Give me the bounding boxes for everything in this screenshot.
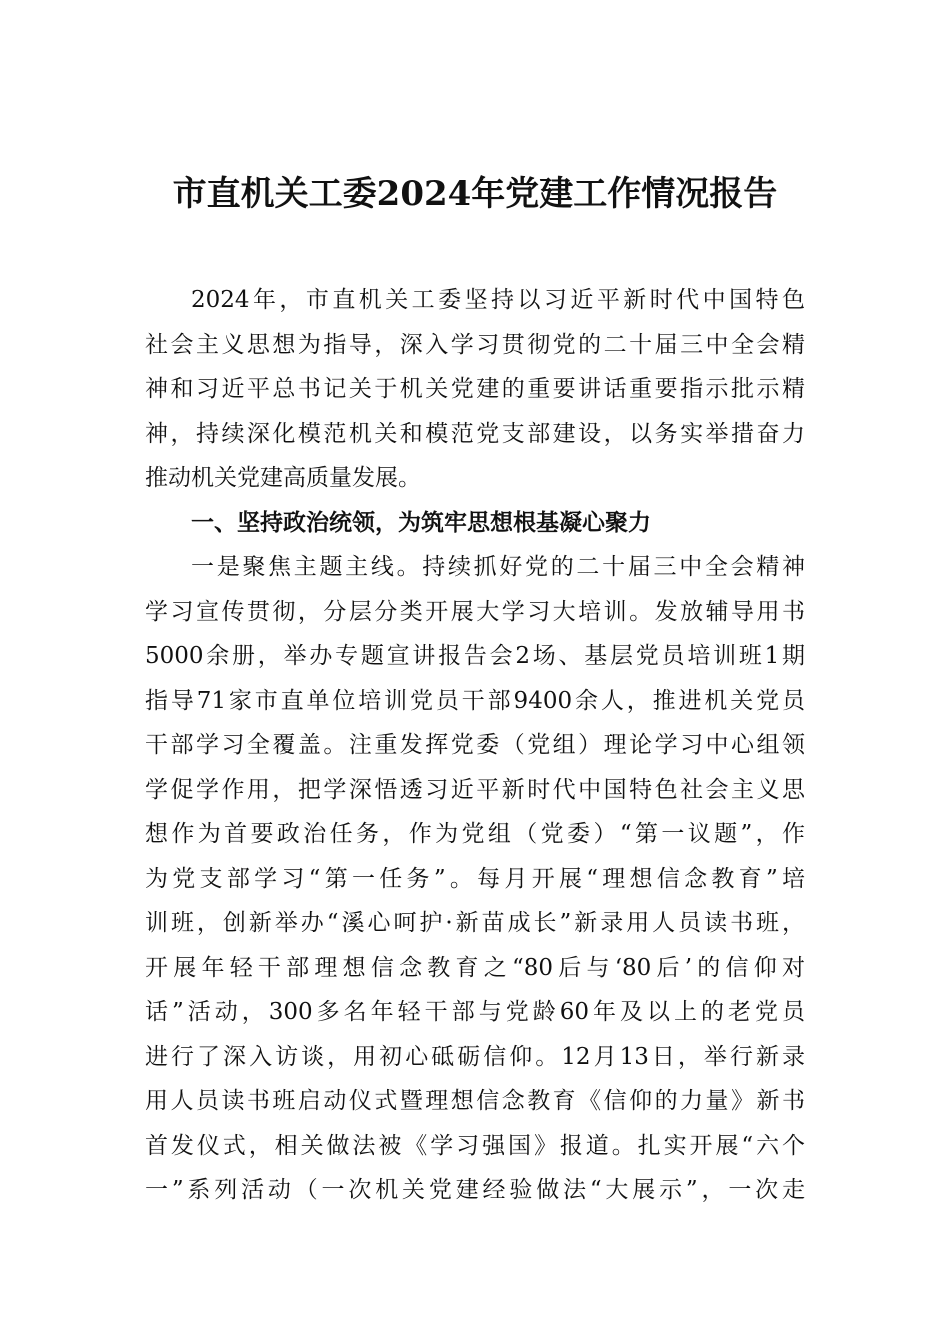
intro-paragraph	[145, 278, 805, 501]
text-line: 一是聚焦主题主线。持续抓好党的二十届三中全会精神	[191, 554, 805, 580]
text-line: 学促学作用，把学深悟透习近平新时代中国特色社会主义思	[145, 776, 805, 803]
document-body	[145, 278, 805, 1213]
text-line: 干部学习全覆盖。注重发挥党委（党组）理论学习中心组领	[145, 732, 805, 758]
text-line: 一”系列活动（一次机关党建经验做法“大展示”，一次走	[145, 1177, 805, 1203]
section-heading: 一、坚持政治统领，为筑牢思想根基凝心聚力	[191, 509, 651, 536]
text-line: 用人员读书班启动仪式暨理想信念教育《信仰的力量》新书	[145, 1088, 805, 1114]
text-line: 为党支部学习“第一任务”。每月开展“理想信念教育”培	[145, 865, 805, 892]
text-line: 指导71家市直单位培训党员干部9400余人，推进机关党员	[145, 687, 805, 714]
section-paragraph	[145, 545, 805, 1213]
text-line: 开展年轻干部理想信念教育之“80后与‘80后’的信仰对	[145, 954, 805, 981]
text-line: 首发仪式，相关做法被《学习强国》报道。扎实开展“六个	[145, 1132, 805, 1159]
text-line: 2024年，市直机关工委坚持以习近平新时代中国特色	[191, 287, 805, 313]
text-line: 神和习近平总书记关于机关党建的重要讲话重要指示批示精	[145, 376, 805, 402]
text-line: 神，持续深化模范机关和模范党支部建设，以务实举措奋力	[145, 420, 805, 447]
text-line: 社会主义思想为指导，深入学习贯彻党的二十届三中全会精	[145, 331, 805, 358]
text-line: 推动机关党建高质量发展。	[145, 465, 421, 491]
text-line: 训班，创新举办“溪心呵护·新苗成长”新录用人员读书班，	[145, 910, 805, 936]
document-title: 市直机关工委2024年党建工作情况报告	[172, 174, 778, 214]
text-line: 想作为首要政治任务，作为党组（党委）“第一议题”，作	[145, 821, 805, 847]
text-line: 进行了深入访谈，用初心砥砺信仰。12月13日，举行新录	[145, 1043, 805, 1070]
text-line: 学习宣传贯彻，分层分类开展大学习大培训。发放辅导用书	[145, 598, 805, 625]
text-line: 5000余册，举办专题宣讲报告会2场、基层党员培训班1期	[145, 643, 805, 669]
text-line: 话”活动，300多名年轻干部与党龄60年及以上的老党员	[145, 999, 805, 1025]
